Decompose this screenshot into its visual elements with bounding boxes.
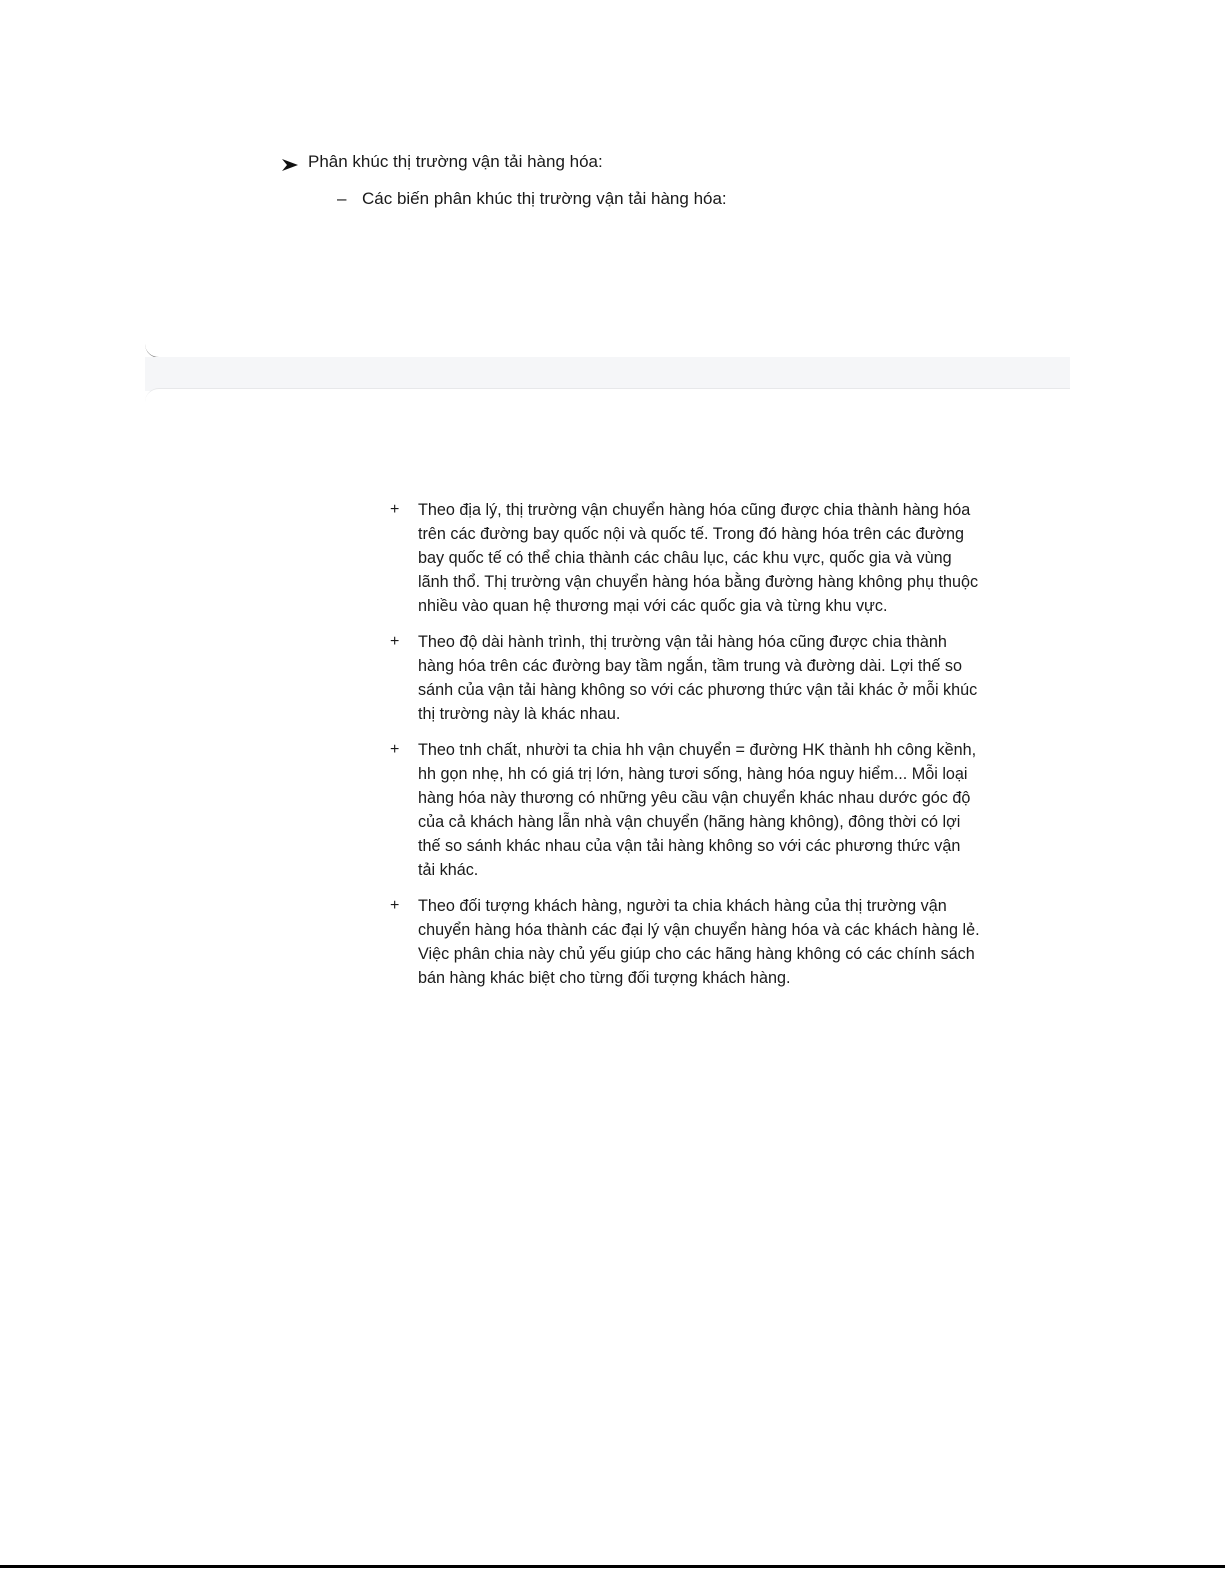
list-item	[390, 498, 980, 618]
segment-list	[390, 498, 980, 1002]
panel-bottom-edge	[145, 388, 1070, 409]
dash-bullet: –	[337, 189, 347, 208]
panel-top-edge	[145, 335, 1070, 358]
list-item	[390, 738, 980, 882]
toolbar-band	[145, 357, 1070, 391]
plus-bullet: +	[390, 501, 400, 518]
plus-bullet: +	[390, 741, 400, 758]
list-item-text: Theo tnh chất, nhười ta chia hh vận chuyển = đường HK thành hh công kềnh, hh gọn nhẹ, hh có giá trị lớn, hàng tươi sống, hàng hóa nguy hiểm... Mỗi loại hàng hóa này thương có những yêu cầu vận chuyển khác nhau dước góc độ của cả khách hàng lẫn nhà vận chuyển (hãng hàng không), đông thời có lợi thế so sánh khác nhau của vận tải hàng không so với các phương thức vận tải khác.	[418, 741, 977, 879]
subheading-text: Các biến phân khúc thị trường vận tải hàng hóa:	[362, 189, 727, 208]
list-item	[390, 630, 980, 726]
section-heading-text: Phân khúc thị trường vận tải hàng hóa:	[308, 152, 603, 171]
plus-bullet: +	[390, 897, 400, 914]
section-heading	[281, 150, 603, 174]
list-item-text: Theo đối tượng khách hàng, người ta chia khách hàng của thị trường vận chuyển hàng hóa thành các đại lý vận chuyển hàng hóa và các khách hàng lẻ. Việc phân chia này chủ yếu giúp cho các hãng hàng không có các chính sách bán hàng khác biệt cho từng đối tượng khách hàng.	[418, 897, 980, 987]
page-bottom-rule	[0, 1565, 1225, 1568]
list-item	[390, 894, 980, 990]
list-item-text: Theo độ dài hành trình, thị trường vận tải hàng hóa cũng được chia thành hàng hóa trên các đường bay tầm ngắn, tầm trung và đường dài. Lợi thế so sánh của vận tải hàng không so với các phương thức vận tải khác ở mỗi khúc thị trường này là khác nhau.	[418, 633, 978, 723]
list-item-text: Theo địa lý, thị trường vận chuyển hàng hóa cũng được chia thành hàng hóa trên các đường bay quốc nội và quốc tế. Trong đó hàng hóa trên các đường bay quốc tế có thể chia thành các châu lục, các khu vực, quốc gia và vùng lãnh thổ. Thị trường vận chuyển hàng hóa bằng đường hàng không phụ thuộc nhiều vào quan hệ thương mại với các quốc gia và từng khu vực.	[418, 501, 979, 615]
arrow-bullet-icon	[281, 155, 299, 169]
plus-bullet: +	[390, 633, 400, 650]
subheading	[337, 187, 727, 211]
